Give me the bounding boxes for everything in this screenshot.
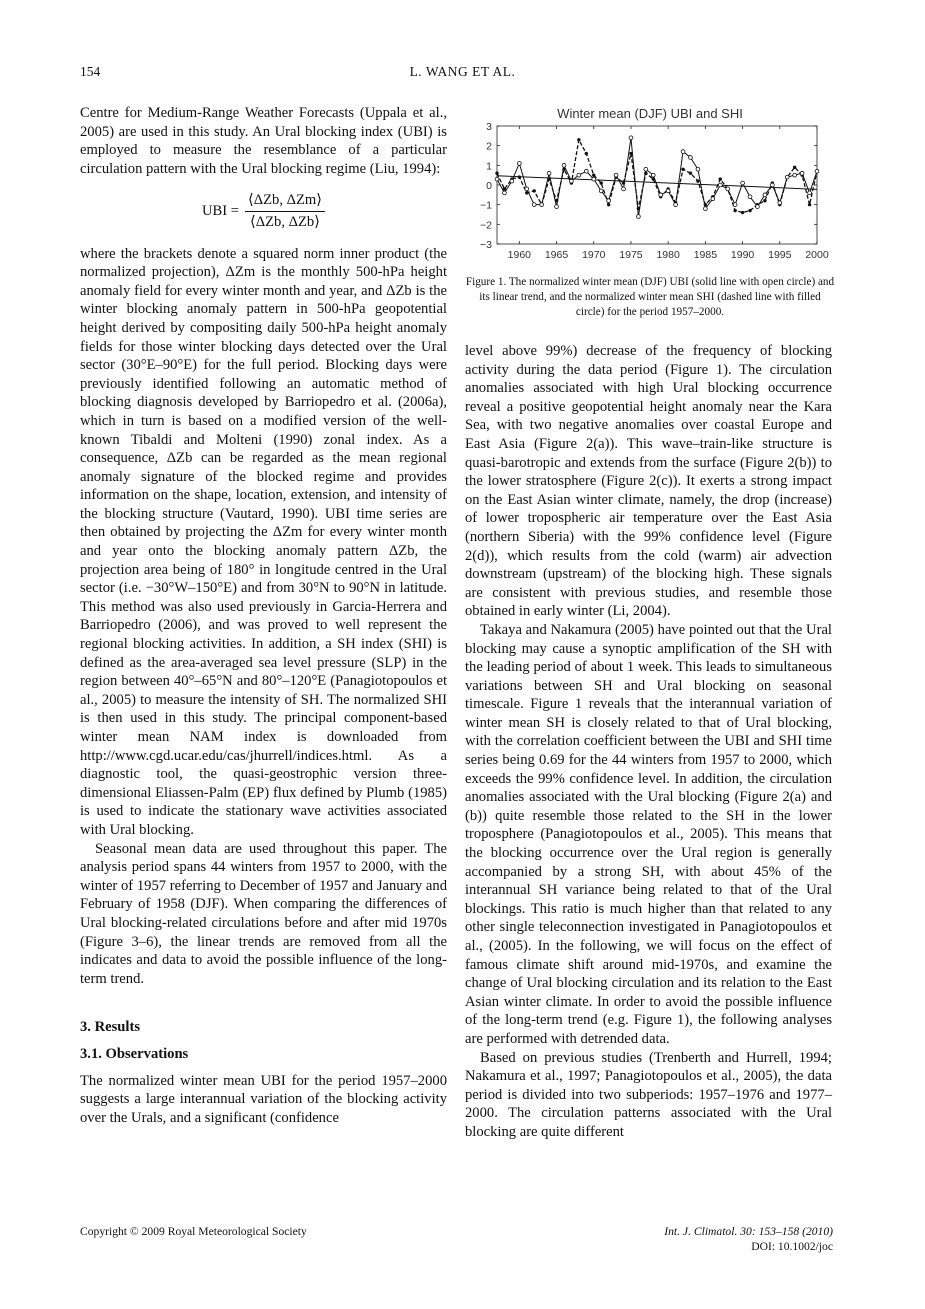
shi-point	[748, 209, 751, 212]
shi-point	[808, 203, 811, 206]
shi-point	[622, 181, 625, 184]
shi-point	[793, 166, 796, 169]
ubi-point	[733, 203, 737, 207]
shi-point	[733, 209, 736, 212]
ubi-point	[532, 203, 536, 207]
left-column	[80, 104, 447, 1127]
ubi-point	[607, 199, 611, 203]
shi-point	[629, 152, 632, 155]
ubi-point	[770, 183, 774, 187]
ubi-point	[540, 203, 544, 207]
ubi-point	[517, 161, 521, 165]
shi-point	[525, 191, 528, 194]
running-title: L. WANG ET AL.	[409, 64, 516, 79]
x-tick-label: 1960	[507, 249, 532, 261]
paragraph: level above 99%) decrease of the frequency of blocking activity during the data period (Figure 1). The circulation anomalies associated with high Ural blocking occurrence reveal a positive geopotential height anomaly near the Kara Sea, with two negative anomalies over coastal Europe and East Asia (Figure 2(a)). This wave–train-like structure is quasi-barotropic and extends from the surface (Figure 2(b)) to the lower stratosphere (Figure 2(c)). It exerts a strong impact on the East Asian winter climate, namely, the drop (increase) of lower tropospheric air temperature over the East Asia (northern Siberia) with the 99% confidence level (Figure 2(d)), which results from the cold (warm) air advection downstream (upstream) of the blocking high. These signals are consistent with previous studies, and resemble those obtained in early winter (Li, 2004).	[465, 343, 832, 620]
x-tick-label: 1970	[582, 249, 606, 261]
y-tick-label: 3	[486, 121, 492, 133]
ubi-point	[577, 173, 581, 177]
y-tick-label: −1	[480, 199, 492, 212]
ubi-point	[689, 156, 693, 160]
ubi-point	[674, 203, 678, 207]
ubi-point	[800, 171, 804, 175]
equation-numerator: ⟨ΔZb, ΔZm⟩	[245, 190, 325, 212]
ubi-point	[629, 136, 633, 140]
shi-point	[577, 138, 580, 141]
shi-point	[533, 189, 536, 192]
shi-point	[689, 172, 692, 175]
ubi-point	[711, 197, 715, 201]
shi-point	[637, 207, 640, 210]
ubi-point	[726, 187, 730, 191]
ubi-point	[808, 191, 812, 195]
figure-caption: Figure 1. The normalized winter mean (DJF) UBI (solid line with open circle) and its linear trend, and the normalized winter mean SHI (dashed line with filled circle) for the period 1957–2000.	[465, 276, 835, 318]
ubi-point	[703, 207, 707, 211]
ubi-point	[510, 179, 514, 183]
ubi-point	[793, 173, 797, 177]
shi-point	[763, 199, 766, 202]
shi-point	[741, 211, 744, 214]
ubi-point	[741, 181, 745, 185]
ubi-point	[696, 167, 700, 171]
ubi-point	[748, 195, 752, 199]
ubi-point	[570, 179, 574, 183]
section-heading: 3. Results	[80, 1019, 140, 1036]
ubi-point	[659, 193, 663, 197]
y-tick-label: 0	[486, 180, 492, 192]
journal-citation: Int. J. Climatol. 30: 153–158 (2010)	[664, 1225, 833, 1238]
shi-point	[607, 203, 610, 206]
chart-title: Winter mean (DJF) UBI and SHI	[557, 106, 743, 121]
ubi-equation	[80, 190, 447, 232]
page-number: 154	[80, 64, 101, 79]
shi-point	[592, 173, 595, 176]
shi-point	[719, 177, 722, 180]
shi-point	[704, 203, 707, 206]
subsection-heading: 3.1. Observations	[80, 1045, 189, 1062]
ubi-point	[666, 189, 670, 193]
y-tick-label: −3	[480, 239, 492, 251]
ubi-point	[525, 187, 529, 191]
equation-lhs: UBI =	[202, 203, 240, 220]
x-tick-label: 1995	[768, 249, 792, 261]
shi-point	[681, 168, 684, 171]
x-tick-label: 1980	[656, 249, 680, 261]
shi-point	[547, 177, 550, 180]
ubi-point	[636, 215, 640, 219]
ubi-point	[718, 183, 722, 187]
shi-point	[599, 181, 602, 184]
shi-point	[644, 172, 647, 175]
y-tick-label: 2	[486, 140, 492, 153]
ubi-point	[614, 173, 618, 177]
ubi-point	[815, 169, 819, 173]
shi-point	[696, 179, 699, 182]
journal-info	[664, 1224, 833, 1254]
ubi-point	[584, 169, 588, 173]
x-tick-label: 1965	[544, 249, 569, 261]
ubi-point	[555, 205, 559, 209]
shi-point	[652, 177, 655, 180]
paragraph: Seasonal mean data are used throughout this paper. The analysis period spans 44 winters from 1957 to 2000, with the winter of 1957 referring to December of 1957 and January and February of 1958 (DJF). When comparing the differences of Ural blocking-related circulations before and after mid 1970s (Figure 3–6), the linear trends are removed from all the indicates and data to avoid the possible influence of the long-term trend.	[80, 840, 447, 987]
paragraph: The normalized winter mean UBI for the period 1957–2000 suggests a large interannual variation of the blocking activity over the Urals, and a significant (confidence	[80, 1072, 447, 1126]
shi-point	[585, 152, 588, 155]
ubi-shi-chart	[465, 104, 835, 274]
ubi-point	[547, 171, 551, 175]
paragraph: Centre for Medium-Range Weather Forecasts (Uppala et al., 2005) are used in this study. An Ural blocking index (UBI) is employed to measure the resemblance of a particular circulation pattern with the Ural blocking regime (Liu, 1994):	[80, 105, 447, 177]
ubi-point	[785, 175, 789, 179]
ubi-point	[599, 189, 603, 193]
ubi-point	[562, 163, 566, 167]
equation-denominator: ⟨ΔZb, ΔZb⟩	[250, 213, 320, 230]
equation-fraction	[245, 190, 325, 232]
shi-point	[495, 172, 498, 175]
ubi-series-line	[497, 138, 817, 217]
shi-series-line	[497, 140, 817, 213]
shi-point	[503, 187, 506, 190]
paragraph: Takaya and Nakamura (2005) have pointed out that the Ural blocking may cause a synoptic amplification of the SH with the leading period of about 1 week. This leads to simultaneous variations between SH and Ural blocking on seasonal timescale. Figure 1 reveals that the interannual variation of winter mean SH is closely related to that of Ural blocking, with the correlation coefficient between the UBI and SHI time series being 0.69 for the 44 winters from 1957 to 2000, which exceeds the 99% confidence level. In addition, the circulation anomalies associated with the Ural blocking (Figure 2(a) and (b)) quite resemble those related to the SH in the lower troposphere (Panagiotopoulos et al., 2005). This means that the blocking occurrence over the Ural region is generally accompanied by a strong SH, with about 45% of the interannual SH variance being related to that of the Ural blockings. This ratio is much higher than that related to any other single teleconnection investigated in Panagiotopoulos et al., (2005). In the following, we will focus on the effect of famous climate shift around mid-1970s, and examine the change of Ural blocking circulation and its relation to the East Asian winter climate. In order to avoid the possible influence of the long-term trend (e.g. Figure 1), the following analyses are performed with detrended data.	[465, 621, 832, 1047]
y-tick-label: 1	[486, 160, 492, 173]
x-tick-label: 1975	[619, 249, 643, 261]
copyright: Copyright © 2009 Royal Meteorological Society	[80, 1225, 307, 1238]
ubi-point	[763, 193, 767, 197]
y-tick-label: −2	[480, 219, 492, 232]
x-tick-label: 1985	[693, 249, 718, 261]
ubi-point	[681, 150, 685, 154]
shi-point	[518, 175, 521, 178]
paragraph: Based on previous studies (Trenberth and Hurrell, 1994; Nakamura et al., 1997; Panagiotopoulos et al., 2005), the data period is divided into two subperiods: 1957–1976 and 1977–2000. The circulation patterns associated with the Ural blocking are quite different	[465, 1049, 832, 1140]
shi-point	[562, 168, 565, 171]
x-tick-label: 1990	[730, 249, 755, 261]
doi: DOI: 10.1002/joc	[751, 1240, 833, 1253]
x-tick-label: 2000	[805, 249, 829, 261]
ubi-point	[622, 187, 626, 191]
ubi-point	[592, 177, 596, 181]
ubi-point	[778, 201, 782, 205]
ubi-point	[756, 205, 760, 209]
ubi-point	[651, 173, 655, 177]
ubi-point	[644, 167, 648, 171]
ubi-point	[503, 191, 507, 195]
right-column	[465, 342, 832, 1142]
ubi-point	[495, 177, 499, 181]
paragraph: where the brackets denote a squared norm inner product (the normalized projection), ΔZm is the monthly 500-hPa height anomaly field for every winter month and year, and ΔZb is the winter blocking anomaly pattern in 500-hPa geopotential height derived by compositing daily 500-hPa height anomaly fields for those winter blocking days detected over the Ural sector (30°E–90°E) for the full period. Blocking days were previously identified following an automatic method of blocking diagnosis developed by Barriopedro et al. (2006a), which in turn is based on a modified version of the well-known Tibaldi and Molteni (1990) zonal index. As a consequence, ΔZb can be regarded as the mean regional anomaly signature of the blocked regime and provides information on the shape, location, extension, and intensity of the blocking structure (Vautard, 1990). UBI time series are then obtained by projecting the ΔZm for every winter month and year onto the blocking anomaly pattern ΔZb, the projection area being of 180° in longitude centred in the Ural sector (i.e. −30°W–150°E) and from 30°N to 90°N in latitude. This method was also used previously in Garcia-Herrera and Barriopedro (2006), and was proved to well represent the regional blocking activities. In addition, a SH index (SHI) is defined as the area-averaged sea level pressure (SLP) in the region between 40°–65°N and 80°–120°E (Panagiotopoulos et al., 2005) to measure the intensity of SH. The normalized SHI is then used in this study. The principal component-based winter mean NAM index is downloaded from http://www.cgd.ucar.edu/cas/jhurrell/indices.html. As a diagnostic tool, the quasi-geostrophic version three-dimensional Eliassen-Palm (EP) flux defined by Plumb (1985) is used to indicate the stationary wave activities associated with Ural blocking.	[80, 245, 447, 838]
shi-point	[555, 199, 558, 202]
